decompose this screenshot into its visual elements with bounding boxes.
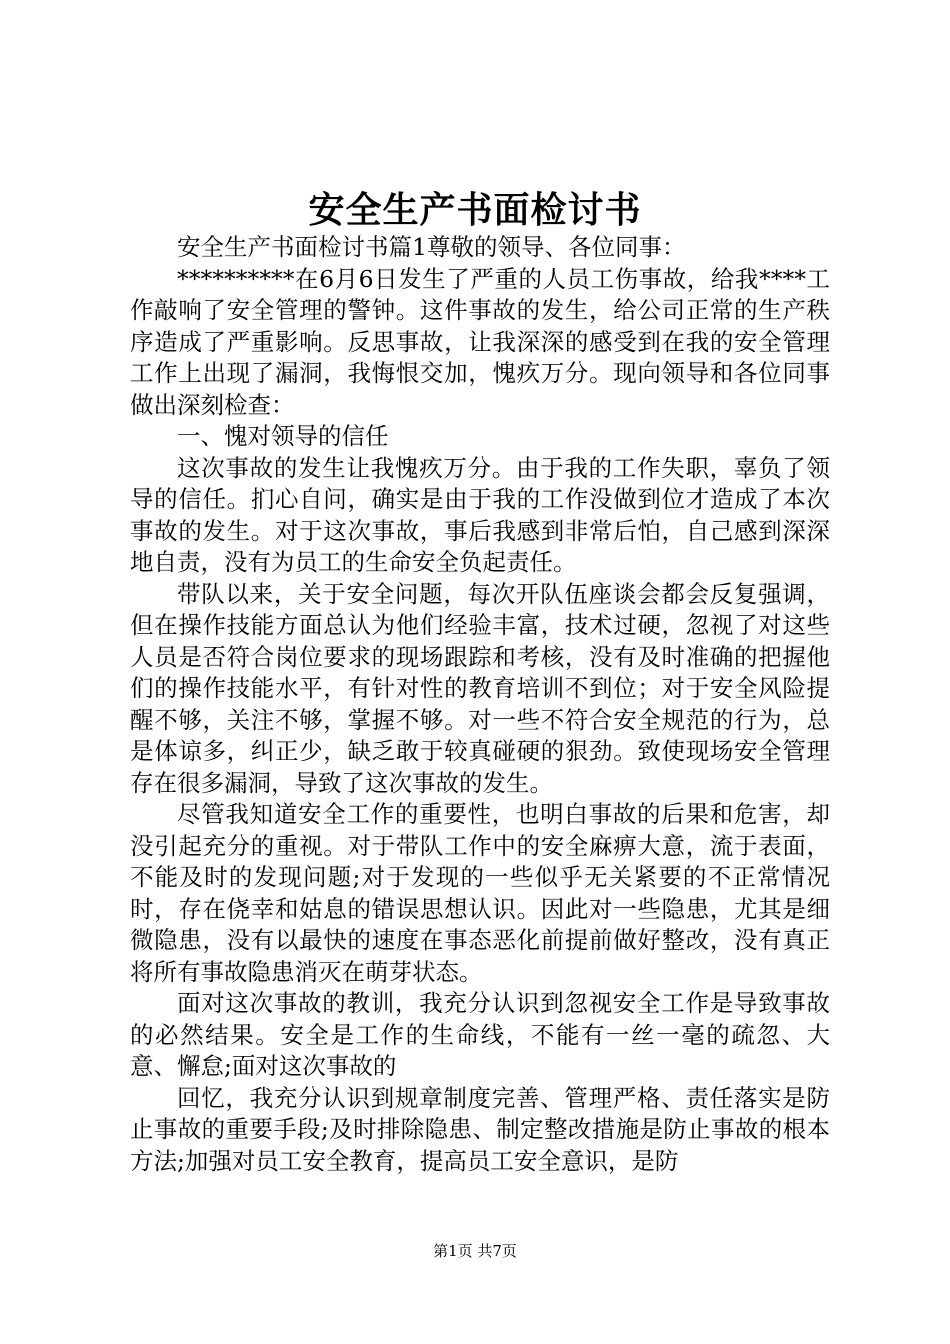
section-heading: 一、愧对领导的信任 — [177, 422, 389, 450]
paragraph-intro: **********在6月6日发生了严重的人员工伤事故，给我****工作敲响了安全管理的警钟。这件事故的发生，给公司正常的生产秩序造成了严重影响。反思事故，让我深深的感受到在我的安全管理工作上出现了漏洞，我悔恨交加，愧疚万分。现向领导和各位同事做出深刻检查： — [130, 264, 830, 419]
document-title: 安全生产书面检讨书 — [308, 189, 642, 231]
paragraph: 面对这次事故的教训，我充分认识到忽视安全工作是导致事故的必然结果。安全是工作的生命线，不能有一丝一毫的疏忽、大意、懈怠;面对这次事故的 — [130, 989, 830, 1080]
document-body — [130, 232, 830, 1177]
paragraph: 这次事故的发生让我愧疚万分。由于我的工作失职，辜负了领导的信任。扪心自问，确实是由于我的工作没做到位才造成了本次事故的发生。对于这次事故，事后我感到非常后怕，自己感到深深地自责，没有为员工的生命安全负起责任。 — [130, 453, 830, 576]
page-footer: 第1页 共7页 — [433, 1242, 517, 1260]
paragraph-salutation: 安全生产书面检讨书篇1尊敬的领导、各位同事： — [177, 233, 686, 261]
paragraph: 回忆，我充分认识到规章制度完善、管理严格、责任落实是防止事故的重要手段;及时排除隐患、制定整改措施是防止事故的根本方法;加强对员工安全教育，提高员工安全意识，是防 — [130, 1083, 830, 1175]
paragraph: 带队以来，关于安全问题，每次开队伍座谈会都会反复强调，但在操作技能方面总认为他们经验丰富，技术过硬，忽视了对这些人员是否符合岗位要求的现场跟踪和考核，没有及时准确的把握他们的操作技能水平，有针对性的教育培训不到位；对于安全风险提醒不够，关注不够，掌握不够。对一些不符合安全规范的行为，总是体谅多，纠正少，缺乏敢于较真碰硬的狠劲。致使现场安全管理存在很多漏洞，导致了这次事故的发生。 — [130, 579, 830, 797]
paragraph: 尽管我知道安全工作的重要性，也明白事故的后果和危害，却没引起充分的重视。对于带队工作中的安全麻痹大意，流于表面，不能及时的发现问题;对于发现的一些似乎无关紧要的不正常情况时，存在侥幸和姑息的错误思想认识。因此对一些隐患，尤其是细微隐患，没有以最快的速度在事态恶化前提前做好整改，没有真正将所有事故隐患消灭在萌芽状态。 — [130, 800, 830, 986]
